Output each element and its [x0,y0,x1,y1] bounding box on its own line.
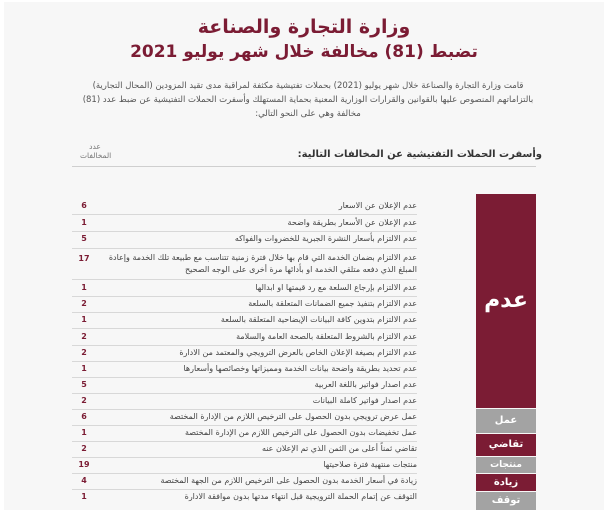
violation-row [72,280,417,296]
violation-row [72,198,417,214]
violation-row [72,345,417,361]
violation-row [72,441,417,457]
count-header-line2: المخالفات [80,151,112,160]
violation-text: عدم اصدار فواتير باللغة العربية [314,380,417,389]
violation-count: 6 [81,201,87,210]
violation-row [72,377,417,393]
violation-text: عدم الإعلان عن الاسعار [338,201,417,210]
violation-text: عمل تخفيضات بدون الحصول على الترخيص اللازم من الإدارة المختصة [184,428,417,437]
category-taqadi: تقاضي [476,434,536,456]
violation-row [72,489,417,505]
violation-text: عدم الالتزام بتنفيذ جميع الضمانات المتعلقة بالسلعة [248,299,417,308]
violation-count: 2 [81,299,87,308]
infographic-card [4,2,604,510]
violation-count: 2 [81,396,87,405]
violation-text: عدم الالتزام بضمان الخدمة التي قام بها خلال فترة زمنية تتناسب مع طبيعة تلك الخدمة وإعادة المبلغ الذي دفعه متلقي الخدمة او بأدائها مرة أخرى على الوجه الصحيح [108,253,417,274]
violation-text: عدم الالتزام بأسعار النشرة الجبرية للخضروات والفواكه [234,234,417,243]
violation-row [72,329,417,345]
violation-count: 1 [81,283,87,292]
violation-text: منتجات منتهية فترة صلاحيتها [323,460,417,469]
violation-row [72,457,417,473]
violation-row [72,393,417,409]
intro-paragraph: قامت وزارة التجارة والصناعة خلال شهر يوليو (2021) بحملات تفتيشية مكثفة لمراقبة مدى تقيد المزودين (المحال التجارية) بالتزاماتهم المنصوص عليها بالقوانين والقرارات الوزارية المعنية بحماية المستهلك وأسفرت الحملات التفتيشية عن ضبط عدد (81) مخالفة وهي على النحو التالي: [82,81,534,119]
divider [72,166,536,167]
violation-row [72,409,417,425]
violation-count: 2 [81,444,87,453]
violation-count: 2 [81,348,87,357]
violation-row [72,215,417,231]
violation-row [72,473,417,489]
violation-text: عدم الإعلان عن الأسعار بطريقة واضحة [287,218,417,227]
violation-text: زيادة في أسعار الخدمة بدون الحصول على الترخيص اللازم من الجهة المختصة [160,476,417,485]
violation-count: 5 [81,234,87,243]
violation-count: 6 [81,412,87,421]
violation-count: 2 [81,332,87,341]
violation-text: عدم الالتزام بإرجاع السلعة مع رد قيمتها او ابدالها [255,283,417,292]
violation-count: 1 [81,315,87,324]
violation-text: عمل عرض ترويجي بدون الحصول على الترخيص اللازم من الإدارة المختصة [169,412,417,421]
violation-row [72,252,417,278]
violation-row [72,231,417,247]
violation-row [72,361,417,377]
violation-count: 4 [81,476,87,485]
violation-text: عدم تحديد بطريقة واضحة بيانات الخدمة ومميزاتها وخصائصها وأسعارها [183,364,417,373]
violation-row [72,296,417,312]
ministry-title: وزارة التجارة والصناعة [197,16,411,38]
category-amal: عمل [476,409,536,433]
count-header-line1: عدد [89,142,101,151]
violation-count: 17 [78,254,90,263]
violation-text: عدم الالتزام بتدوين كافة البيانات الإيضاحية المتعلقة بالسلعة [220,315,417,324]
violation-count: 19 [78,460,90,469]
violation-row [72,312,417,328]
violation-count: 1 [81,364,87,373]
violation-text: عدم الالتزام بالشروط المتعلقة بالصحة العامة والسلامة [236,332,417,341]
list-intro: وأسفرت الحملات التفتيشية عن المخالفات التالية: [297,149,542,160]
category-tawaquf: توقف [476,492,536,510]
row-separator [72,248,417,249]
violation-text: عدم اصدار فواتير كاملة البيانات [312,396,417,405]
category-muntajat: منتجات [476,457,536,473]
violation-count: 1 [81,492,87,501]
category-ziyada: زيادة [476,474,536,491]
violation-text: عدم الالتزام بصيغة الإعلان الخاص بالعرض الترويجي والمعتمد من الادارة [179,348,417,357]
violation-count: 1 [81,428,87,437]
category-adam: عدم [476,194,536,408]
violation-text: تقاضي ثمناً أعلى من الثمن الذي تم الإعلان عنه [261,444,417,453]
violation-count: 1 [81,218,87,227]
report-subtitle: تضبط (81) مخالفة خلال شهر يوليو 2021 [130,42,478,62]
count-column-header [80,142,110,160]
violation-row [72,425,417,441]
violation-count: 5 [81,380,87,389]
violation-text: التوقف عن إتمام الحملة الترويجية قبل انتهاء مدتها بدون موافقة الادارة [184,492,417,501]
